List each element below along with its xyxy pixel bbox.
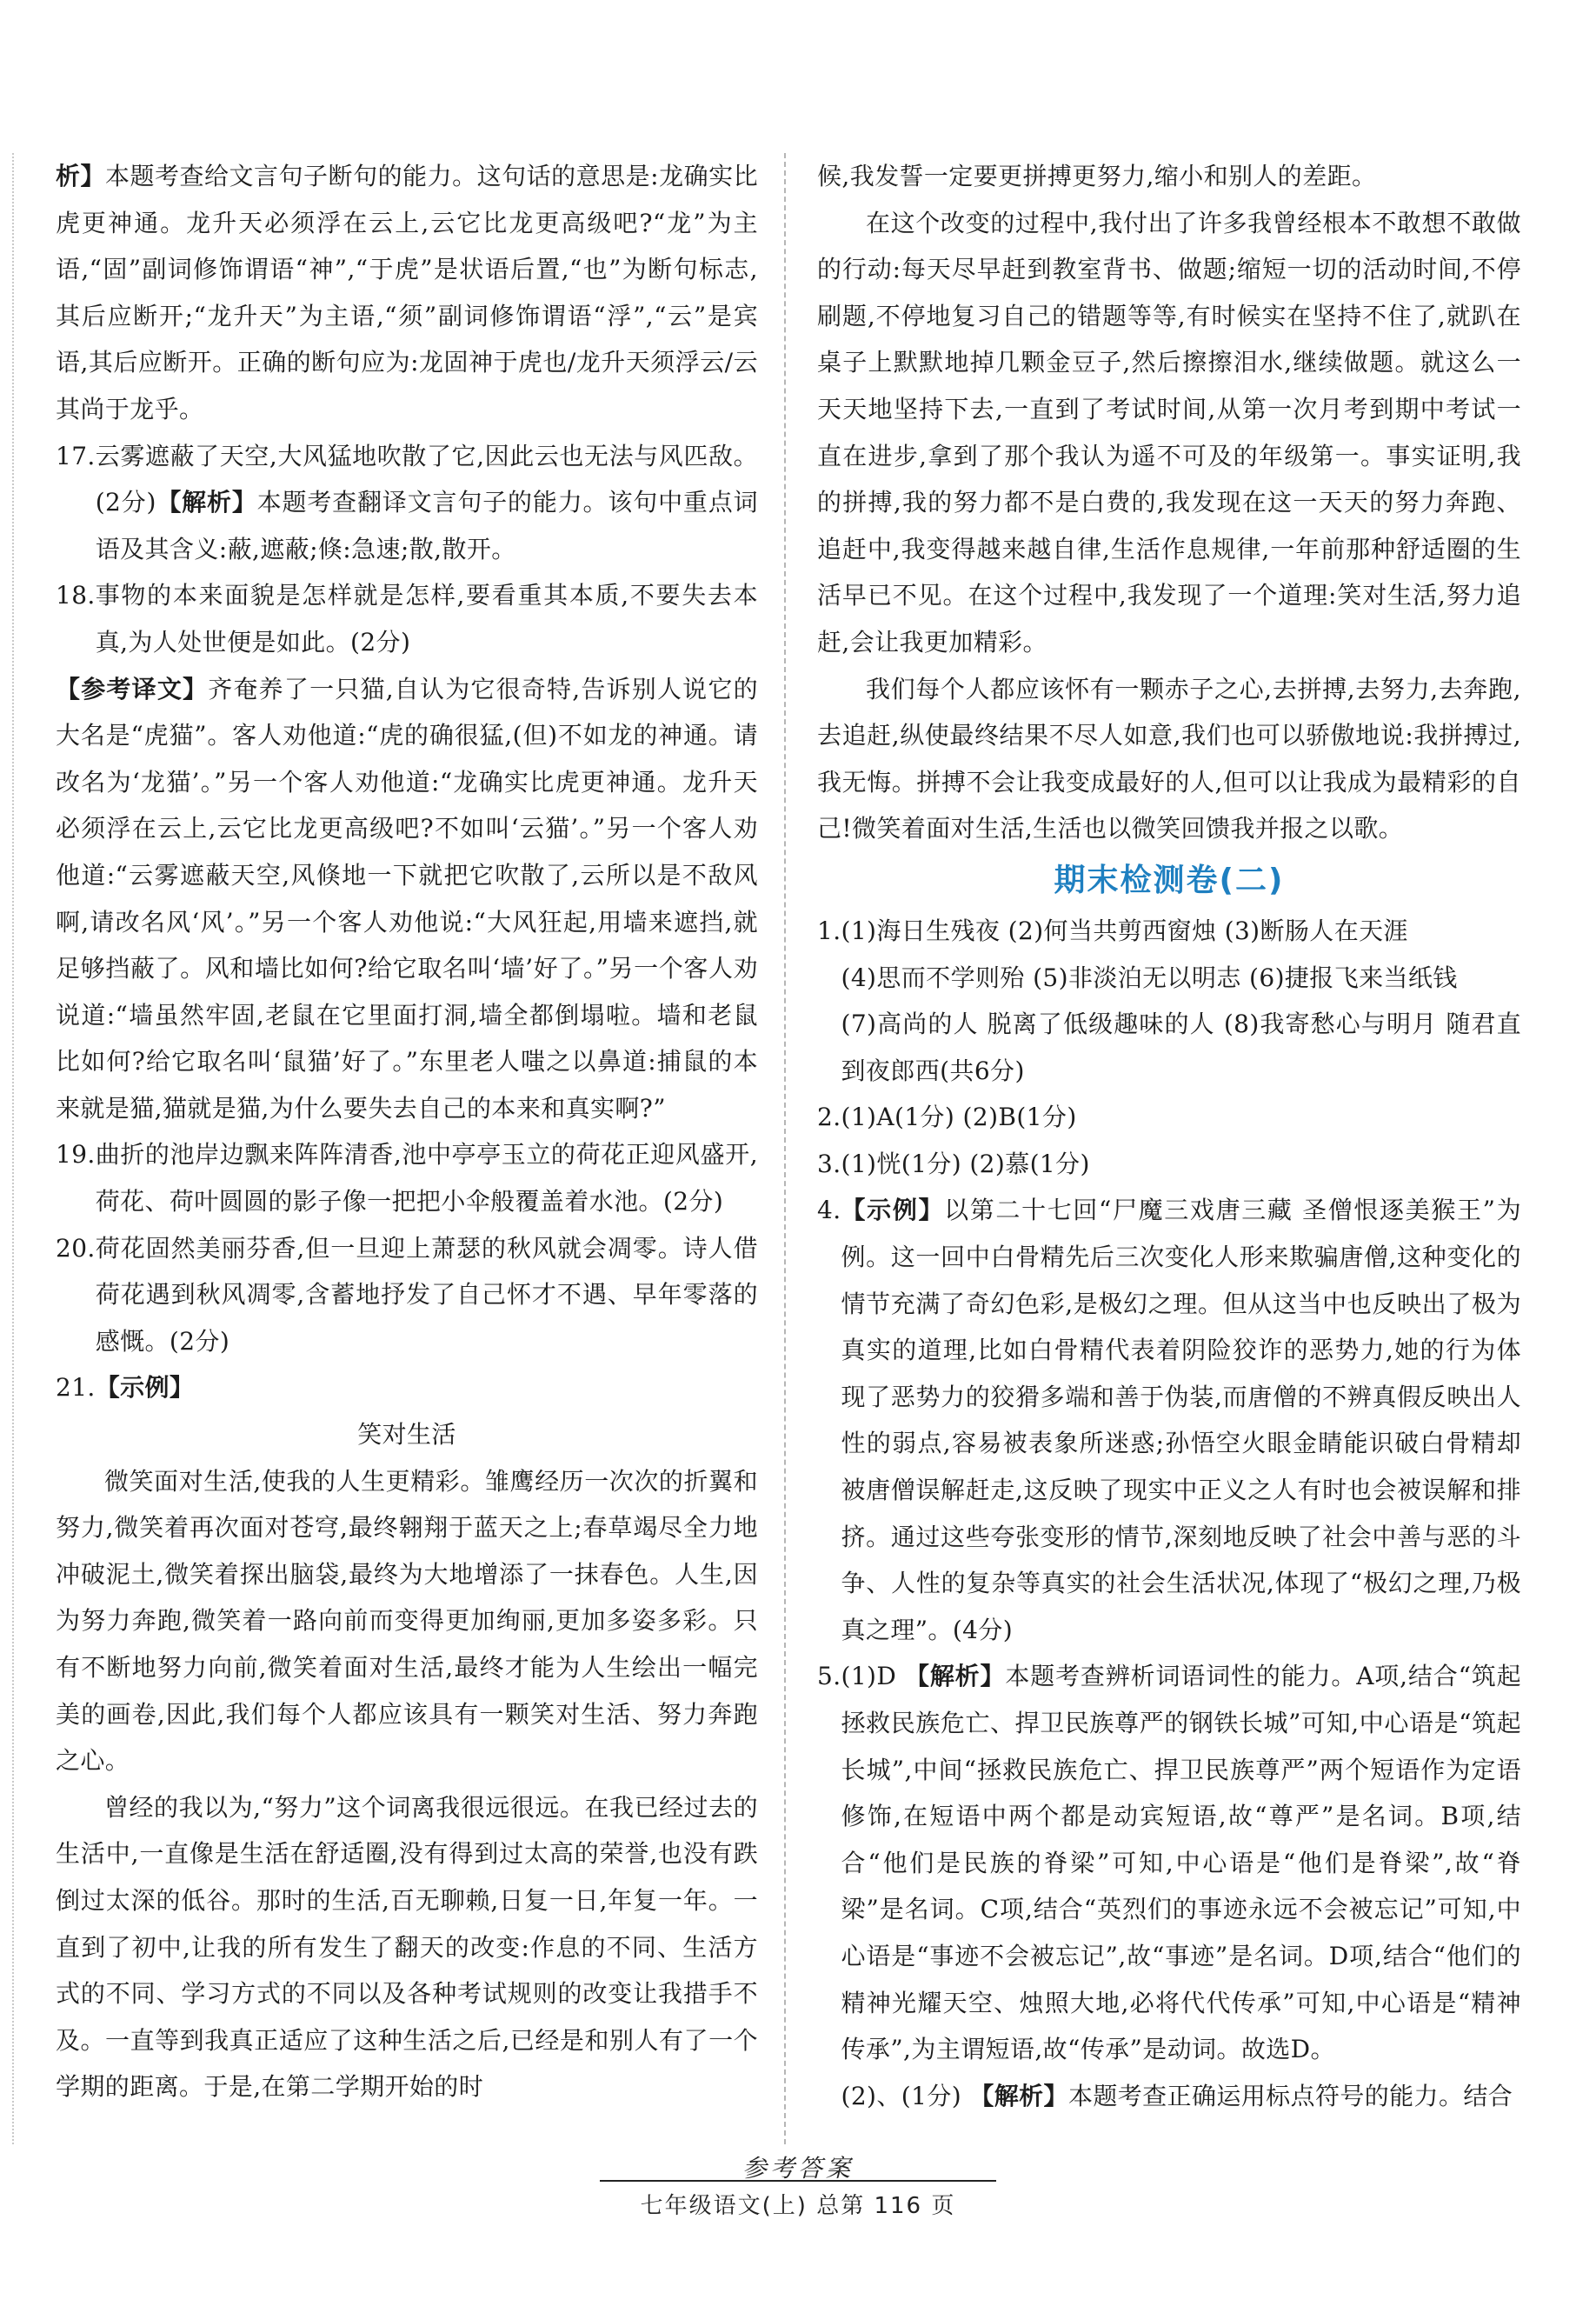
footer-title: 参考答案 xyxy=(741,2154,854,2183)
answer-20 xyxy=(56,1225,758,1365)
column-divider xyxy=(784,153,786,2144)
answer-number: 1. xyxy=(817,916,841,945)
answer-2 xyxy=(817,1094,1521,1141)
analysis-mark: 【解析】 xyxy=(156,488,257,517)
answer-4-text: 以第二十七回“尸魔三戏唐三藏 圣僧恨逐美猴王”为例。这一回中白骨精先后三次变化人形来欺骗唐僧,这种变化的情节充满了奇幻色彩,是极幻之理。但从这当中也反映出了极为真实的道理,比如白骨精代表着阴险狡诈的恶势力,她的行为体现了恶势力的狡猾多端和善于伪装,而唐僧的不辨真假反映出人性的弱点,容易被表象所迷惑;孙悟空火眼金睛能识破白骨精却被唐僧误解赶走,这反映了现实中正义之人有时也会被误解和排挤。通过这些夸张变形的情节,深刻地反映了社会中善与恶的斗争、人性的复杂等真实的社会生活状况,体现了“极幻之理,乃极真之理”。(4分) xyxy=(841,1196,1521,1644)
answer-5-analysis: 本题考查辨析词语词性的能力。A项,结合“筑起拯救民族危亡、捍卫民族尊严的钢铁长城”可知,中心语是“筑起长城”,中间“拯救民族危亡、捍卫民族尊严”两个短语作为定语修饰,在短语中两个都是动宾短语,故“尊严”是名词。B项,结合“他们是民族的脊梁”可知,中心语是“他们是脊梁”,故“脊梁”是名词。C项,结合“英烈们的事迹永远不会被忘记”可知,中心语是“事迹不会被忘记”,故“事迹”是名词。D项,结合“他们的精神光耀天空、烛照大地,必将代代传承”可知,中心语是“精神传承”,为主谓短语,故“传承”是动词。故选D。 xyxy=(841,1662,1521,2064)
binding-fold-line xyxy=(12,153,14,2144)
answer-1-line: (1)海日生残夜 (2)何当共剪西窗烛 (3)断肠人在天涯 xyxy=(841,916,1408,945)
left-column xyxy=(56,153,758,2110)
essay-paragraph: 微笑面对生活,使我的人生更精彩。雏鹰经历一次次的折翼和努力,微笑着再次面对苍穹,最终翱翔于蓝天之上;春草竭尽全力地冲破泥土,微笑着探出脑袋,最终为大地增添了一抹春色。人生,因为努力奔跑,微笑着一路向前而变得更加绚丽,更加多姿多彩。只有不断地努力向前,微笑着面对生活,最终才能为人生绘出一幅完美的画卷,因此,我们每个人都应该具有一颗笑对生活、努力奔跑之心。 xyxy=(56,1466,758,1776)
answer-1 xyxy=(817,908,1521,1094)
example-mark: 【示例】 xyxy=(841,1196,945,1225)
answer-18 xyxy=(56,572,758,665)
answer-18-text: 事物的本来面貌是怎样就是怎样,要看重其本质,不要失去本真,为人处世便是如此。(2分) xyxy=(95,581,758,657)
right-column xyxy=(817,153,1521,2119)
essay-paragraph: 曾经的我以为,“努力”这个词离我很远很远。在我已经过去的生活中,一直像是生活在舒适圈,没有得到过太高的荣誉,也没有跌倒过太深的低谷。那时的生活,百无聊赖,日复一日,年复一年。一直到了初中,让我的所有发生了翻天的改变:作息的不同、生活方式的不同、学习方式的不同以及各种考试规则的改变让我措手不及。一直等到我真正适应了这种生活之后,已经是和别人有了一个学期的距离。于是,在第二学期开始的时 xyxy=(56,1792,758,2102)
q16-analysis-text: 本题考查给文言句子断句的能力。这句话的意思是:龙确实比虎更神通。龙升天必须浮在云上,云它比龙更高级吧?“龙”为主语,“固”副词修饰谓语“神”,“于虎”是状语后置,“也”为断句标志,其后应断开;“龙升天”为主语,“须”副词修饰谓语“浮”,“云”是宾语,其后应断开。正确的断句应为:龙固神于虎也/龙升天须浮云/云其尚于龙乎。 xyxy=(56,162,758,423)
answer-5-2-analysis: 本题考查正确运用标点符号的能力。结合 xyxy=(1067,2081,1513,2110)
answer-number: 18. xyxy=(56,581,96,610)
answer-19-text: 曲折的池岸边飘来阵阵清香,池中亭亭玉立的荷花正迎风盛开,荷花、荷叶圆圆的影子像一把把小伞般覆盖着水池。(2分) xyxy=(95,1140,758,1216)
translation-text: 齐奄养了一只猫,自认为它很奇特,告诉别人说它的大名是“虎猫”。客人劝他道:“虎的确很猛,(但)不如龙的神通。请改名为‘龙猫’。”另一个客人劝他道:“龙确实比虎更神通。龙升天必须浮在云上,云它比龙更高级吧?不如叫‘云猫’。”另一个客人劝他道:“云雾遮蔽天空,风倏地一下就把它吹散了,云所以是不敌风啊,请改名风‘风’。”另一个客人劝他说:“大风狂起,用墙来遮挡,就足够挡蔽了。风和墙比如何?给它取名叫‘墙’好了。”另一个客人劝说道:“墙虽然牢固,老鼠在它里面打洞,墙全都倒塌啦。墙和老鼠比如何?给它取名叫‘鼠猫’好了。”东里老人嗤之以鼻道:捕鼠的本来就是猫,猫就是猫,为什么要失去自己的本来和真实啊?” xyxy=(56,674,758,1123)
q16-analysis xyxy=(56,153,758,433)
analysis-mark: 析】 xyxy=(56,162,106,190)
answer-number: 17. xyxy=(56,441,96,470)
answer-20-text: 荷花固然美丽芬香,但一旦迎上萧瑟的秋风就会凋零。诗人借荷花遇到秋风凋零,含蓄地抒发了自己怀才不遇、早年零落的感慨。(2分) xyxy=(95,1233,758,1356)
reference-translation xyxy=(56,666,758,1132)
essay-paragraph: 我们每个人都应该怀有一颗赤子之心,去拼搏,去努力,去奔跑,去追赶,纵使最终结果不尽人如意,我们也可以骄傲地说:我拼搏过,我无悔。拼搏不会让我变成最好的人,但可以让我成为最精彩的自己!微笑着面对生活,生活也以微笑回馈我并报之以歌。 xyxy=(817,674,1521,843)
answer-17-text: 云雾遮蔽了天空,大风猛地吹散了它,因此云也无法与风匹敌。(2分) xyxy=(95,441,758,517)
answer-2-text: (1)A(1分) (2)B(1分) xyxy=(841,1103,1077,1132)
answer-5 xyxy=(817,1653,1521,2119)
answer-21 xyxy=(56,1364,758,1411)
essay-paragraph: 在这个改变的过程中,我付出了许多我曾经根本不敢想不敢做的行动:每天尽早赶到教室背书、做题;缩短一切的活动时间,不停刷题,不停地复习自己的错题等等,有时候实在坚持不住了,就趴在桌子上默默地掉几颗金豆子,然后擦擦泪水,继续做题。就这么一天天地坚持下去,一直到了考试时间,从第一次月考到期中考试一直在进步,拿到了那个我认为遥不可及的年级第一。事实证明,我的拼搏,我的努力都不是白费的,我发现在这一天天的努力奔跑、追赶中,我变得越来越自律,生活作息规律,一年前那种舒适圈的生活早已不见。在这个过程中,我发现了一个道理:笑对生活,努力追赶,会让我更加精彩。 xyxy=(817,208,1521,657)
answer-number: 21. xyxy=(56,1373,96,1403)
example-mark: 【示例】 xyxy=(95,1373,195,1403)
answer-1-line: (7)高尚的人 脱离了低级趣味的人 (8)我寄愁心与明月 随君直到夜郎西(共6分) xyxy=(841,1010,1521,1085)
analysis-mark: 【解析】 xyxy=(904,1662,1006,1691)
answer-5-2-choice: (2)、(1分) xyxy=(841,2081,970,2110)
answer-number: 5. xyxy=(817,1662,841,1691)
analysis-mark: 【解析】 xyxy=(969,2081,1068,2110)
answer-19 xyxy=(56,1131,758,1224)
answer-4 xyxy=(817,1187,1521,1653)
answer-1-line: (4)思而不学则殆 (5)非淡泊无以明志 (6)捷报飞来当纸钱 xyxy=(841,963,1458,992)
footer-page-info: 七年级语文(上) 总第 116 页 xyxy=(640,2193,956,2219)
answer-3 xyxy=(817,1141,1521,1188)
answer-17 xyxy=(56,433,758,573)
answer-number: 4. xyxy=(817,1196,841,1225)
answer-17-analysis: 本题考查翻译文言句子的能力。该句中重点词语及其含义:蔽,遮蔽;倏:急速;散,散开。 xyxy=(95,488,758,563)
answer-number: 19. xyxy=(56,1140,96,1170)
essay-title: 笑对生活 xyxy=(357,1420,456,1450)
essay-paragraph-continued: 候,我发誓一定要更拼搏更努力,缩小和别人的差距。 xyxy=(817,162,1377,190)
footer-rule xyxy=(600,2180,996,2182)
section-title: 期末检测卷(二) xyxy=(1054,862,1285,898)
answer-number: 20. xyxy=(56,1233,96,1263)
translation-mark: 【参考译文】 xyxy=(56,674,209,703)
answer-number: 2. xyxy=(817,1103,841,1132)
answer-3-text: (1)恍(1分) (2)慕(1分) xyxy=(841,1149,1090,1178)
answer-5-choice: (1)D xyxy=(841,1662,905,1691)
answer-number: 3. xyxy=(817,1149,841,1178)
